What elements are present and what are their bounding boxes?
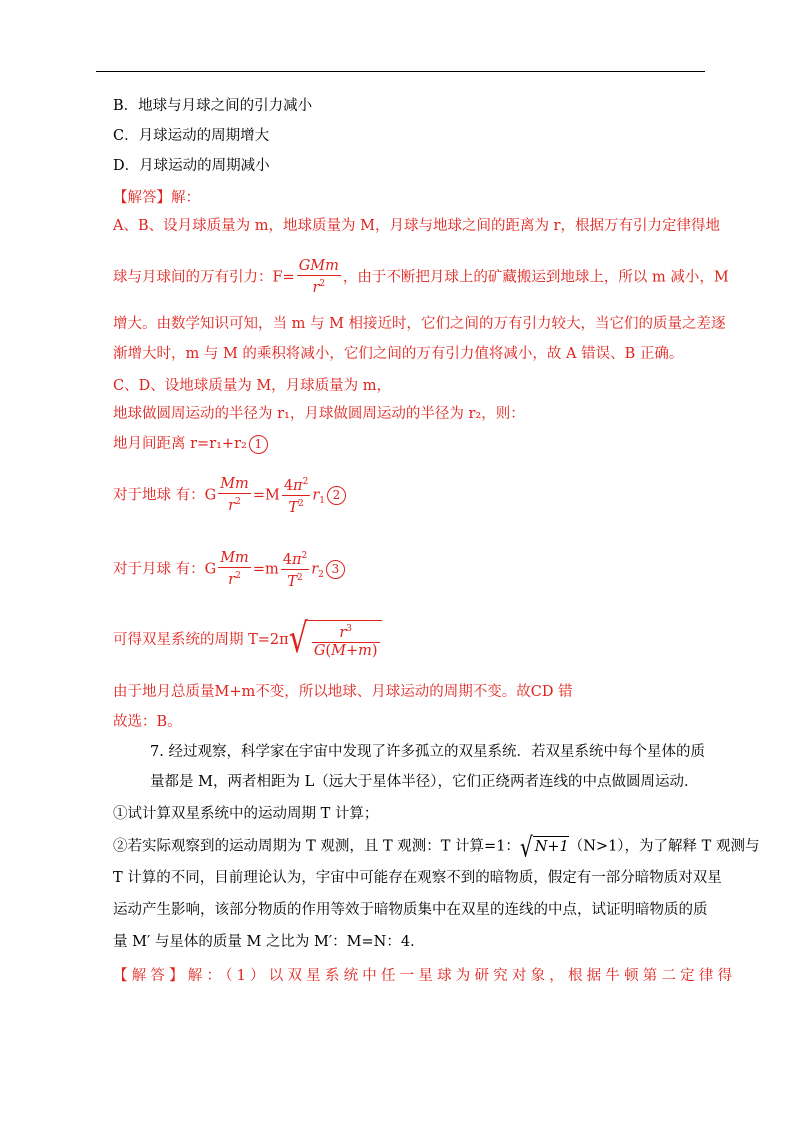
- force-label: 球与月球间的万有引力：F=: [113, 269, 295, 286]
- question7-line1: 7. 经过观察，科学家在宇宙中发现了许多孤立的双星系统．若双星系统中每个星体的质: [150, 744, 705, 760]
- circled-number-1: 1: [249, 435, 268, 454]
- answer-heading: 【解答】解：: [113, 190, 200, 206]
- question7-part2-line2: T 计算的不同，目前理论认为，宇宙中可能存在观察不到的暗物质，假定有一部分暗物质对双星: [113, 870, 722, 886]
- moon-fraction-period: $\frac{4\pi^2}{T^2}$: [281, 548, 310, 591]
- moon-label: 对于月球 有：G: [113, 561, 217, 578]
- ratio-text: ②若实际观察到的运动周期为 T 观测，且 T 观测：T 计算=1：: [113, 838, 520, 855]
- answer-para1-line1: A、B、设月球质量为 m，地球质量为 M，月球与地球之间的距离为 r，根据万有引力定律得地: [113, 218, 720, 234]
- distance-equation: [113, 434, 268, 454]
- gravity-formula: $\frac{\text{GMm}}{r^2}$: [298, 258, 339, 296]
- earth-fraction-period: $\frac{4\pi^2}{T^2}$: [282, 474, 311, 517]
- earth-radius-subscript: 1: [319, 496, 325, 507]
- moon-radius-subscript: 2: [318, 570, 324, 581]
- earth-fraction-mass: $\frac{Mm}{r^2}$: [220, 475, 249, 514]
- answer-conclusion: 由于地月总质量M+m不变，所以地球、月球运动的周期不变。故CD 错: [113, 684, 573, 700]
- answer-para1-line4: 渐增大时，m 与 M 的乘积将减小，它们之间的万有引力值将减小，故 A 错误、B 正确。: [113, 346, 684, 362]
- question7-part1: ①试计算双星系统中的运动周期 T 计算；: [113, 806, 379, 822]
- circled-number-2: 2: [327, 486, 346, 505]
- answer-para2-line2: 地球做圆周运动的半径为 r₁，月球做圆周运动的半径为 r₂，则：: [113, 406, 525, 422]
- option-b: B．地球与月球之间的引力减小: [113, 98, 313, 114]
- ratio-sqrt: √ N+1: [519, 830, 569, 863]
- earth-equals: =M: [252, 487, 280, 504]
- period-sqrt: √ $\frac{r^3}{G(M+m)}$: [289, 620, 382, 660]
- answer-para1-line3: 增大。由数学知识可知，当 m 与 M 相接近时，它们之间的万有引力较大，当它们的质量之差逐: [113, 316, 726, 332]
- option-c: C．月球运动的周期增大: [113, 128, 270, 144]
- question7-part2-line1: [113, 830, 760, 863]
- answer-choice: 故选：B。: [113, 714, 182, 730]
- period-equation: [113, 615, 382, 663]
- moon-equals: =m: [252, 561, 279, 578]
- question7-part2-line4: 量 M′ 与星体的质量 M 之比为 M′：M=N：4．: [113, 934, 425, 950]
- distance-label: 地月间距离 r=r₁+r₂: [113, 436, 247, 452]
- answer-para2-line1: C、D、设地球质量为 M，月球质量为 m，: [113, 378, 392, 394]
- answer2-heading: 【解答】解：（1）以双星系统中任一星球为研究对象，根据牛顿第二定律得: [113, 968, 737, 984]
- ratio-sqrt-content: N+1: [534, 839, 569, 855]
- formula-denominator: r: [312, 279, 320, 296]
- force-explanation: ，由于不断把月球上的矿藏搬运到地球上，所以 m 减小，M: [342, 269, 729, 286]
- earth-label: 对于地球 有：G: [113, 487, 217, 504]
- ratio-condition: （N>1），为了解释 T 观测与: [568, 838, 760, 855]
- period-label: 可得双星系统的周期 T=2π: [113, 631, 289, 648]
- header-rule: [96, 71, 705, 72]
- option-d: D．月球运动的周期减小: [113, 158, 270, 174]
- formula-numerator: GMm: [298, 258, 339, 274]
- question7-line2: 量都是 M，两者相距为 L（远大于星体半径），它们正绕两者连线的中点做圆周运动．: [150, 774, 699, 790]
- earth-equation: 对于地球 有：G $\frac{Mm}{r^2}$ =M $\frac{4\pi^2}{T^2}$ $r_1$ 2: [113, 474, 346, 517]
- question7-part2-line3: 运动产生影响，该部分物质的作用等效于暗物质集中在双星的连线的中点，试证明暗物质的质: [113, 902, 708, 918]
- moon-equation: 对于月球 有：G $\frac{Mm}{r^2}$ =m $\frac{4\pi^2}{T^2}$ $r_2$ 3: [113, 548, 345, 591]
- answer-para1-line2: [113, 258, 729, 297]
- circled-number-3: 3: [326, 560, 345, 579]
- moon-fraction-mass: $\frac{Mm}{r^2}$: [220, 549, 249, 588]
